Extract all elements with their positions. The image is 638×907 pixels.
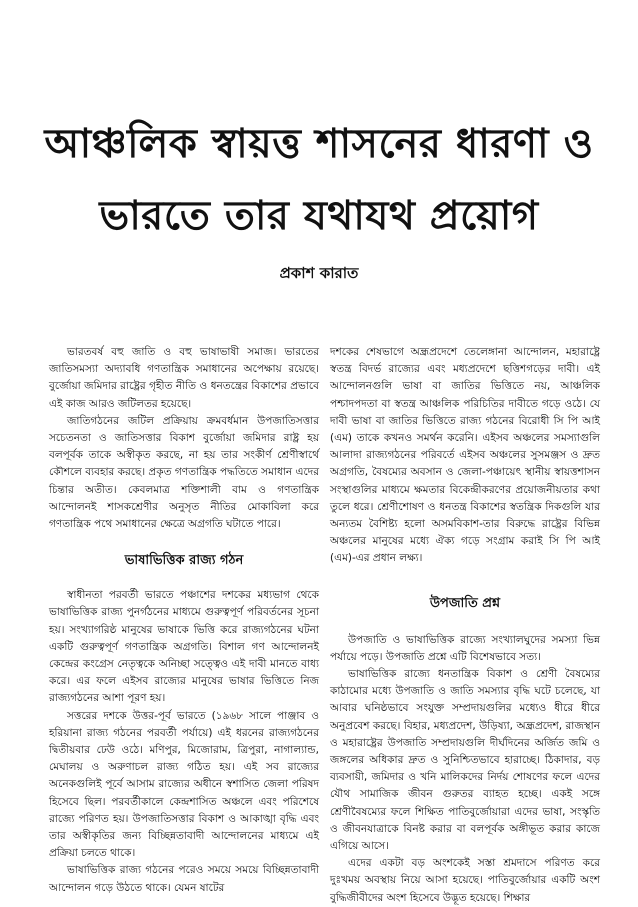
paragraph: ভাষাভিত্তিক রাজ্য গঠনের পরেও সময়ে সময়ে বিচ্ছিন্নতাবাদী আন্দোলন গড়ে উঠতে থাকে। যেমন ষাটের [49,864,319,894]
paragraph: ভাষাভিত্তিক রাজ্যে ধনতান্ত্রিক বিকাশ ও শ্রেণী বৈষম্যের কাঠামোর মধ্যে উপজাতি ও জাতি সমস্যার বৃদ্ধি ঘটে চলেছে, যা আবার ঘনিষ্ঠভাবে সংযুক্ত সম্প্রদায়গুলির মধ্যেও ধীরে ধীরে অনুপ্রবেশ করছে। বিহার, মধ্যপ্রদেশ, উড়িষ্যা, অন্ধ্রপ্রদেশ, রাজস্থান ও মহারাষ্ট্রের উপজাতি সম্প্রদায়গুলি দীর্ঘদিনের অর্জিত জমি ও জঙ্গলের অধিকার দ্রুত ও সুনিশ্চিতভাবে হারাচ্ছে। ঠিকাদার, বড় ব্যবসায়ী, জমিদার ও খনি মালিকদের নির্দয় শোষণের ফলে এদের যৌথ সামাজিক জীবন গুরুতর ব্যাহত হচ্ছে। একই সঙ্গে শ্রেণীবৈষম্যের ফলে শিক্ষিত পাতিবুর্জোয়ারা এদের ভাষা, সংস্কৃতি ও জীবনযাত্রাকে বিনষ্ট করার বা বলপূর্বক অঙ্গীভূত করার কাজে এগিয়ে আসে। [330,668,600,853]
paragraph: দশকের শেষভাগে অন্ধ্রপ্রদেশে তেলেঙ্গানা আন্দোলন, মহারাষ্ট্রে স্বতন্ত্র বিদর্ভ রাজ্যের এবং মধ্যপ্রদেশে ছত্তিশগড়ের দাবী। এই আন্দোলনগুলি ভাষা বা জাতির ভিত্তিতে নয়, আঞ্চলিক পশ্চাদপদতা বা স্বতন্ত্র আঞ্চলিক পরিচিতির দাবীতে গড়ে ওঠে। যে দাবী ভাষা বা জাতির ভিত্তিতে রাজ্য গঠনের বিরোধী সি পি আই (এম) তাকে কখনও সমর্থন করেনি। এইসব অঞ্চলের সমস্যাগুলি আলাদা রাজ্যগঠনের পরিবর্তে এইসব অঞ্চলের সুসমঞ্জস ও দ্রুত অগ্রগতি, বৈষম্যের অবসান ও জেলা-পঞ্চায়েৎ স্থানীয় স্বায়ত্তশাসন সংস্থাগুলির মাধ্যমে ক্ষমতার বিকেন্দ্রীকরণের প্রয়োজনীয়তার কথা তুলে ধরে। শ্রেণীশোষণ ও ধনতন্ত্র বিকাশের স্বতন্ত্রিক দিকগুলি যার অন্যতম বৈশিষ্ট্য হলো অসমবিকাশ-তার বিরুদ্ধে রাষ্ট্রের বিভিন্ন অঞ্চলের মানুষের মধ্যে ঐক্য গড়ে সংগ্রাম করাই সি পি আই (এম)-এর প্রধান লক্ষ্য। [330,346,600,565]
paragraph: উপজাতি ও ভাষাভিত্তিক রাজ্যে সংখ্যালঘুদের সমস্যা ভিন্ন পর্যায়ে পড়ে। উপজাতি প্রশ্নে এটি বিশেষভাবে সত্য। [330,633,600,663]
paragraph: স্বাধীনতা পরবর্তী ভারতে পঞ্চাশের দশকের মধ্যভাগ থেকে ভাষাভিত্তিক রাজ্য পুনর্গঠনের মাধ্যমে গুরুত্বপূর্ণ পরিবর্তনের সূচনা হয়। সংখ্যাগরিষ্ঠ মানুষের ভাষাকে ভিত্তি করে রাজ্যগঠনের ঘটনা একটি গুরুত্বপূর্ণ গণতান্ত্রিক অগ্রগতি। বিশাল গণ আন্দোলনই কেন্দ্রের কংগ্রেস নেতৃত্বকে অনিচ্ছা সত্ত্বেও এই দাবী মানতে বাধ্য করে। এর ফলে এইসব রাজ্যের মানুষের ভাষার ভিত্তিতে নিজ রাজ্যগঠনের আশা পূরণ হয়। [49,589,319,705]
left-column [49,344,319,897]
right-column [330,344,600,907]
article-title-line-1: আঞ্চলিক স্বায়ত্ত শাসনের ধারণা ও [44,121,594,167]
paragraph: এদের একটা বড় অংশকেই সস্তা শ্রমদাসে পরিণত করে দুঃখময় অবস্থায় নিয়ে আসা হয়েছে। পাতিবুর্জোয়ার একটি অংশ বুদ্ধিজীবীদের অংশ হিসেবে উদ্ভূত হয়েছে। শিক্ষার [330,857,600,904]
paragraph: জাতিগঠনের জটিল প্রক্রিয়ায় ক্রমবর্ধমান উপজাতিসত্তার সচেতনতা ও জাতিসত্তার বিকাশ বুর্জোয়া জমিদার রাষ্ট্র হয় বলপূর্বক তাকে অস্বীকৃত করছে, না হয় তার সংকীর্ণ শ্রেণীস্বার্থে কৌশলে ব্যবহার করছে। প্রকৃত গণতান্ত্রিক পদ্ধতিতে সমাধান এদের চিন্তার অতীত। কেবলমাত্র শক্তিশালী বাম ও গণতান্ত্রিক আন্দোলনই শাসকশ্রেণীর অনুসৃত নীতির মোকাবিলা করে গণতান্ত্রিক পথে সমাধানের ক্ষেত্রে অগ্রগতি ঘটাতে পারে। [49,414,319,531]
section-heading-linguistic-states: ভাষাভিত্তিক রাজ্য গঠন [124,553,244,569]
article-title-line-2: ভারতে তার যথাযথ প্রয়োগ [99,193,539,239]
section-heading-tribal-question: উপজাতি প্রশ্ন [429,595,501,611]
paragraph: সত্তরের দশকে উত্তর-পূর্ব ভারতে (১৯৬৮ সালে পাঞ্জাব ও হরিয়ানা রাজ্য গঠনের পরবর্তী পর্যায়ে) এই ধরনের রাজ্যগঠনের দ্বিতীয়বার ঢেউ ওঠে। মণিপুর, মিজোরাম, ত্রিপুরা, নাগাল্যান্ড, মেঘালয় ও অরুণাচল রাজ্য গঠিত হয়। এই সব রাজ্যের অনেকগুলিই পূর্বে আসাম রাজ্যের অধীনে স্বশাসিত জেলা পরিষদ হিসেবে ছিল। পরবর্তীকালে কেন্দ্রশাসিত অঞ্চলে এবং পরিশেষে রাজ্যে পরিণত হয়। উপজাতিসত্তার বিকাশ ও আকাঙ্খা বৃদ্ধি এবং তার অস্বীকৃতির জন্য বিচ্ছিন্নতাবাদী আন্দোলনের মাধ্যমে এই প্রক্রিয়া চলতে থাকে। [49,709,319,860]
paragraph: ভারতবর্ষ বহু জাতি ও বহু ভাষাভাষী সমাজ। ভারতের জাতিসমস্যা অদ্যাবধি গণতান্ত্রিক সমাধানের অপেক্ষায় রয়েছে। বুর্জোয়া জমিদার রাষ্ট্রের গৃহীত নীতি ও ধনতন্ত্রের বিকাশের প্রভাবে এই কাজ আরও জটিলতর হয়েছে। [49,346,319,410]
author-name: প্রকাশ কারাত [279,264,359,282]
